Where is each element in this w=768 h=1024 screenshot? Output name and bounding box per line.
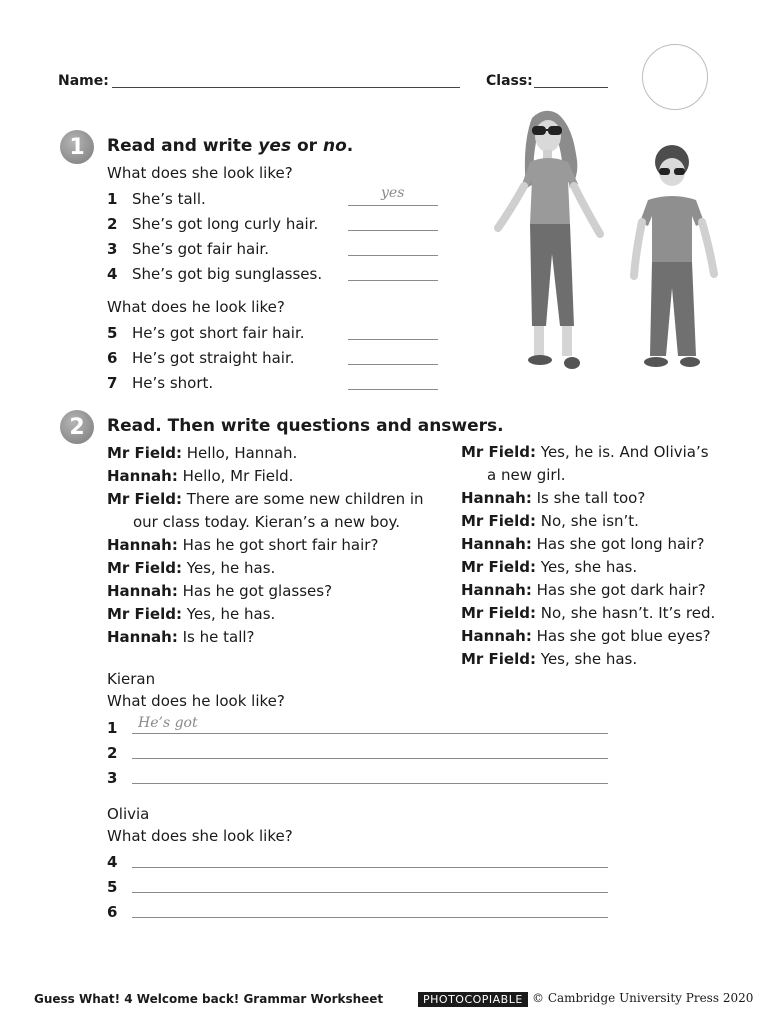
speaker-name: Mr Field: [461, 604, 536, 622]
example-answer: He’s got [138, 715, 198, 731]
dialogue-line [461, 648, 715, 671]
item-number: 4 [107, 853, 118, 871]
section-1-badge: 1 [60, 130, 94, 164]
answer-line[interactable] [132, 733, 608, 734]
kieran-label: Kieran [107, 670, 156, 688]
speech-text: Has she got long hair? [531, 535, 705, 553]
name-field-line[interactable] [112, 87, 460, 88]
speaker-name: Hannah: [461, 489, 532, 507]
item-number: 3 [107, 769, 118, 787]
item-number: 5 [107, 324, 118, 342]
speaker-name: Hannah: [107, 467, 178, 485]
answer-line[interactable] [132, 758, 608, 759]
item-number: 1 [107, 719, 118, 737]
speech-text: Yes, he has. [182, 605, 276, 623]
section-2-title: Read. Then write questions and answers. [107, 416, 504, 436]
item-number: 1 [107, 190, 118, 208]
dialogue-line [461, 487, 715, 510]
question-she: What does she look like? [107, 164, 293, 182]
item-number: 6 [107, 903, 118, 921]
dialogue-line [461, 441, 715, 464]
dialogue-line [461, 579, 715, 602]
answer-line[interactable] [132, 783, 608, 784]
item-number: 2 [107, 215, 118, 233]
speaker-name: Hannah: [461, 627, 532, 645]
speaker-name: Mr Field: [107, 490, 182, 508]
speech-text: Yes, she has. [536, 558, 638, 576]
score-circle [642, 44, 708, 110]
speaker-name: Mr Field: [461, 558, 536, 576]
speaker-name: Hannah: [107, 582, 178, 600]
olivia-label: Olivia [107, 805, 150, 823]
speaker-name: Mr Field: [461, 443, 536, 461]
dialogue-line [461, 510, 715, 533]
dialogue-line [107, 465, 424, 488]
answer-line[interactable] [348, 280, 438, 281]
speech-text: Has she got blue eyes? [531, 627, 711, 645]
speech-text: Has he got glasses? [177, 582, 333, 600]
boy-figure [634, 145, 714, 367]
dialogue-right-column [461, 441, 715, 671]
speech-text: Yes, he is. And Olivia’s [536, 443, 709, 461]
speaker-name: Mr Field: [461, 512, 536, 530]
dialogue-line [107, 580, 424, 603]
name-label: Name: [58, 73, 109, 89]
footer-title: Guess What! 4 Welcome back! Grammar Worksheet [34, 992, 384, 1006]
class-field-line[interactable] [534, 87, 608, 88]
speaker-name: Mr Field: [107, 559, 182, 577]
dialogue-left-column [107, 442, 424, 649]
item-statement: He’s got short fair hair. [132, 324, 305, 342]
item-number: 6 [107, 349, 118, 367]
speaker-name: Hannah: [461, 535, 532, 553]
answer-line[interactable] [348, 255, 438, 256]
olivia-question: What does she look like? [107, 827, 293, 845]
answer-line[interactable] [348, 205, 438, 206]
answer-line[interactable] [348, 230, 438, 231]
speech-continuation: a new girl. [487, 466, 566, 484]
speech-text: Yes, she has. [536, 650, 638, 668]
dialogue-line [461, 625, 715, 648]
speech-text: Hello, Hannah. [182, 444, 298, 462]
item-statement: He’s short. [132, 374, 214, 392]
photocopiable-badge: PHOTOCOPIABLE [418, 992, 528, 1007]
dialogue-line [107, 626, 424, 649]
item-statement: She’s got big sunglasses. [132, 265, 323, 283]
speech-text: No, she isn’t. [536, 512, 639, 530]
dialogue-line [461, 533, 715, 556]
answer-line[interactable] [348, 389, 438, 390]
question-he: What does he look like? [107, 298, 285, 316]
item-number: 4 [107, 265, 118, 283]
speaker-name: Hannah: [107, 628, 178, 646]
speech-text: Hello, Mr Field. [177, 467, 294, 485]
dialogue-line [461, 556, 715, 579]
item-number: 5 [107, 878, 118, 896]
girl-figure [498, 111, 600, 369]
item-statement: She’s got long curly hair. [132, 215, 319, 233]
speaker-name: Mr Field: [107, 605, 182, 623]
answer-line[interactable] [132, 892, 608, 893]
dialogue-line [107, 442, 424, 465]
speaker-name: Mr Field: [461, 650, 536, 668]
footer-copyright: © Cambridge University Press 2020 [532, 991, 754, 1005]
answer-line[interactable] [348, 339, 438, 340]
item-statement: He’s got straight hair. [132, 349, 295, 367]
speech-text: Has she got dark hair? [531, 581, 706, 599]
item-statement: She’s tall. [132, 190, 206, 208]
speech-text: Is he tall? [177, 628, 255, 646]
section-2-badge: 2 [60, 410, 94, 444]
answer-line[interactable] [132, 867, 608, 868]
dialogue-line [107, 534, 424, 557]
kieran-question: What does he look like? [107, 692, 285, 710]
dialogue-line [107, 488, 424, 511]
item-number: 3 [107, 240, 118, 258]
children-illustration [488, 104, 728, 380]
class-label: Class: [486, 73, 533, 89]
item-number: 2 [107, 744, 118, 762]
speech-continuation: our class today. Kieran’s a new boy. [133, 513, 401, 531]
speech-text: Yes, he has. [182, 559, 276, 577]
example-answer: yes [381, 185, 405, 201]
dialogue-line [107, 603, 424, 626]
speech-text: There are some new children in [182, 490, 424, 508]
answer-line[interactable] [132, 917, 608, 918]
item-number: 7 [107, 374, 118, 392]
speaker-name: Hannah: [107, 536, 178, 554]
speech-text: Is she tall too? [531, 489, 646, 507]
dialogue-line [107, 557, 424, 580]
speaker-name: Hannah: [461, 581, 532, 599]
speech-text: No, she hasn’t. It’s red. [536, 604, 716, 622]
section-1-title: Read and write yes or no. [107, 136, 354, 156]
speaker-name: Mr Field: [107, 444, 182, 462]
item-statement: She’s got fair hair. [132, 240, 269, 258]
dialogue-line [461, 602, 715, 625]
answer-line[interactable] [348, 364, 438, 365]
speech-text: Has he got short fair hair? [177, 536, 379, 554]
